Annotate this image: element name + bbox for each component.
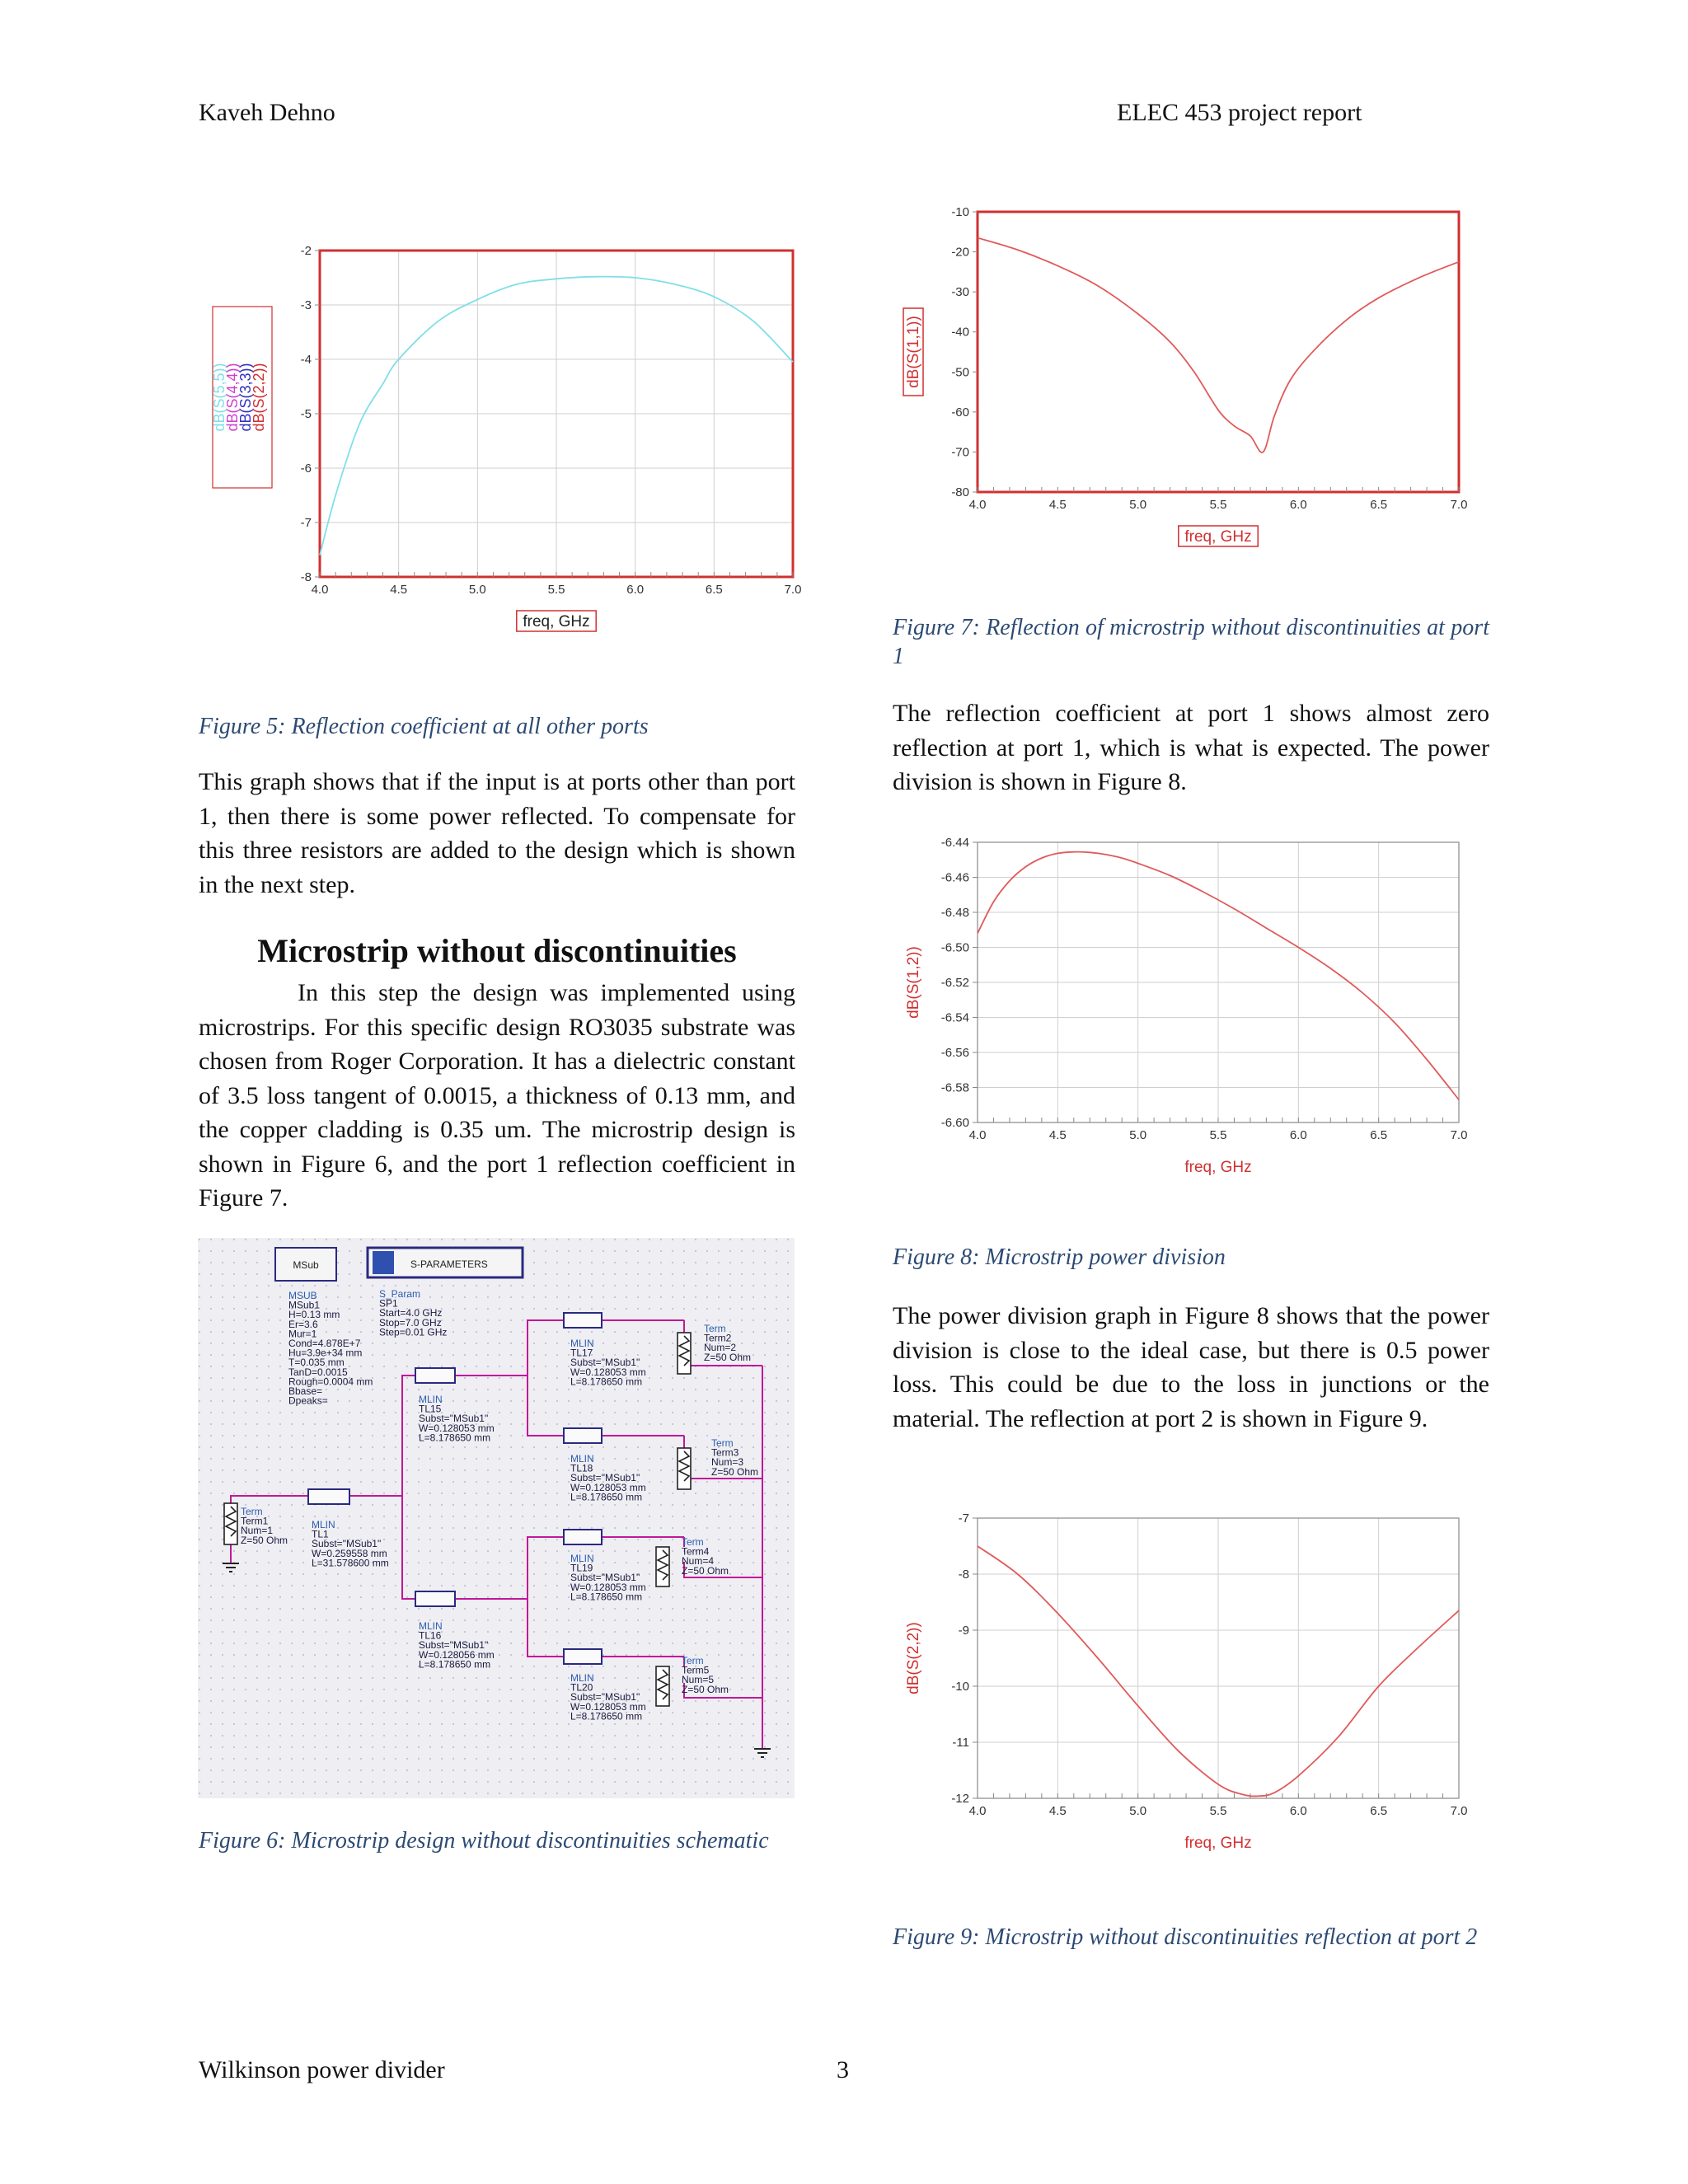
schematic-param-line: W=0.259558 mm [312,1547,387,1559]
running-footer-title: Wilkinson power divider [199,2056,445,2083]
schematic-param-line: W=0.128053 mm [570,1700,646,1713]
schematic-param-line: Term [682,1536,704,1548]
schematic-param-line: Subst="MSub1" [570,1357,640,1369]
schematic-param-line: TL15 [419,1403,442,1415]
schematic-param-line: MLIN [419,1394,443,1405]
schematic-param-line: Subst="MSub1" [570,1691,640,1704]
schematic-param-line: Num=5 [682,1674,715,1686]
schematic-param-line: Term [241,1506,263,1517]
x-tick-label: 6.0 [1289,1804,1307,1818]
schematic-param-line: L=8.178650 mm [570,1376,643,1388]
y-axis-label: dB(S(1,1)) [905,316,922,388]
y-tick-label: -40 [951,325,969,340]
schematic-param-line: Z=50 Ohm [682,1564,729,1577]
figure-8-plot [890,824,1484,1212]
schematic-param-line: Subst="MSub1" [570,1572,640,1584]
x-tick-label: 4.5 [1048,1128,1067,1142]
legend-label: dB(S(4,4)) [224,363,241,432]
schematic-param-line: L=8.178650 mm [570,1491,643,1503]
schematic-param-line: Num=3 [711,1456,744,1469]
x-tick-label: 4.5 [1048,498,1067,512]
schematic-param-line: Cond=4.878E+7 [288,1338,361,1349]
y-tick-label: -60 [951,405,969,419]
schematic-param-line: Start=4.0 GHz [379,1307,443,1319]
schematic-param-line: MLIN [312,1519,335,1530]
schematic-param-line: Z=50 Ohm [711,1465,759,1478]
legend-label: dB(S(3,3)) [237,363,254,432]
schematic-param-line: Term4 [682,1545,710,1558]
schematic-param-line: Num=4 [682,1555,715,1568]
x-tick-label: 7.0 [1450,1128,1468,1142]
y-tick-label: -6.52 [940,976,969,990]
schematic-param-line: TL18 [570,1462,593,1474]
schematic-param-line: W=0.128053 mm [570,1581,646,1593]
schematic-param-line: MLIN [570,1553,594,1564]
y-tick-label: -11 [952,1736,969,1750]
x-tick-label: 7.0 [1450,1804,1468,1818]
x-tick-label: 7.0 [784,583,802,597]
x-tick-label: 6.5 [1370,498,1388,512]
figure-6-caption: Figure 6: Microstrip design without discontinuities schematic [199,1828,769,1854]
schematic-param-line: Rough=0.0004 mm [288,1376,373,1388]
page-number: 3 [837,2056,849,2083]
y-tick-label: -10 [951,1680,969,1694]
y-tick-label: -6.50 [940,940,969,955]
schematic-param-line: L=8.178650 mm [570,1591,643,1603]
y-tick-label: -6.48 [940,906,969,920]
y-tick-label: -6.58 [940,1080,969,1095]
schematic-param-line: MSUB [288,1290,317,1301]
x-tick-label: 5.5 [1209,1128,1227,1142]
schematic-param-line: Z=50 Ohm [241,1534,288,1546]
x-tick-label: 4.5 [390,583,408,597]
x-tick-label: 7.0 [1450,498,1468,512]
schematic-param-line: H=0.13 mm [288,1309,340,1321]
schematic-param-line: W=0.128053 mm [419,1422,495,1434]
schematic-param-line: Step=0.01 GHz [379,1326,448,1338]
figure-9-plot [890,1500,1484,1887]
x-tick-label: 6.0 [1289,1128,1307,1142]
schematic-param-line: Term1 [241,1515,269,1527]
schematic-param-line: Term [704,1323,726,1334]
schematic-param-line: Subst="MSub1" [312,1538,382,1550]
paragraph-fig7-discussion: The reflection coefficient at port 1 shows almost zero reflection at port 1, which is what is expected. The power division is shown in Figure 8. [893,700,1489,795]
paragraph-fig5-discussion: This graph shows that if the input is at ports other than port 1, then there is some power reflected. To compensate for this three resistors are added to the design which is shown in the next step. [199,768,795,898]
plot-frame [978,212,1459,492]
section-heading: Microstrip without discontinuities [257,932,737,969]
schematic-param-line: Er=3.6 [288,1318,318,1330]
schematic-param-line: TL20 [570,1681,593,1694]
x-tick-label: 5.5 [1209,1804,1227,1818]
schematic-param-line: Hu=3.9e+34 mm [288,1347,363,1359]
y-tick-label: -6.44 [940,836,969,850]
x-tick-label: 5.0 [1129,1804,1147,1818]
schematic-param-line: Stop=7.0 GHz [379,1316,442,1329]
schematic-param-line: Term5 [682,1664,710,1676]
y-tick-label: -10 [951,205,969,219]
y-tick-label: -6.54 [940,1010,969,1025]
x-tick-label: 6.5 [705,583,723,597]
schematic-param-line: TL19 [570,1562,593,1574]
x-tick-label: 6.0 [626,583,645,597]
x-tick-label: 4.0 [311,583,329,597]
x-tick-label: 5.0 [468,583,486,597]
y-tick-label: -6 [300,462,312,476]
y-tick-label: -8 [300,570,312,584]
schematic-param-line: Bbase= [288,1385,323,1397]
running-header-title: ELEC 453 project report [1117,99,1362,126]
y-axis-label: dB(S(2,2)) [905,1622,922,1694]
x-tick-label: 6.5 [1370,1128,1388,1142]
paragraph-fig8-discussion: The power division graph in Figure 8 shows that the power division is close to the ideal case, but there is 0.5 power loss. This could be due to the loss in junctions or the material. The reflection at port 2 is shown in Figure 9. [893,1302,1489,1432]
x-tick-label: 5.5 [547,583,565,597]
schematic-param-line: Dpeaks= [288,1394,328,1407]
y-tick-label: -50 [951,365,969,380]
y-tick-label: -2 [300,244,312,258]
y-tick-label: -30 [951,285,969,300]
x-axis-label: freq, GHz [1184,1835,1252,1852]
figure-8-caption: Figure 8: Microstrip power division [893,1244,1226,1270]
schematic-param-line: TL16 [419,1629,442,1642]
schematic-param-line: W=0.128056 mm [419,1648,495,1661]
y-axis-label: dB(S(1,2)) [905,946,922,1019]
sparam-icon [373,1251,394,1274]
x-tick-label: 4.0 [968,1128,987,1142]
paragraph-microstrip-intro: In this step the design was implemented using microstrips. For this specific design RO3035 substrate was chosen from Roger Corporation. It has a dielectric constant of 3.5 loss tangent of 0.0015, a thickness of 0.13 mm, and the copper cladding is 0.35 um. The microstrip design is shown in Figure 6, and the port 1 reflection coefficient in Figure 7. [199,979,795,1212]
x-axis-label: freq, GHz [1184,1159,1252,1176]
x-axis-label: freq, GHz [523,613,590,630]
schematic-param-line: TanD=0.0015 [288,1366,348,1378]
schematic-param-line: W=0.128053 mm [570,1366,646,1378]
x-tick-label: 6.0 [1289,498,1307,512]
y-tick-label: -6.46 [940,870,969,885]
y-tick-label: -70 [951,445,969,460]
running-header-author: Kaveh Dehno [199,99,335,126]
y-tick-label: -6.60 [940,1116,969,1130]
schematic-param-line: Z=50 Ohm [704,1351,752,1363]
sparam-box-label: S-PARAMETERS [410,1258,488,1270]
schematic-param-line: MLIN [570,1338,594,1349]
y-tick-label: -20 [951,245,969,260]
figure-6-schematic [198,1238,795,1798]
figure-5-plot [198,214,808,684]
x-tick-label: 5.5 [1209,498,1227,512]
y-tick-label: -5 [300,407,312,421]
schematic-param-line: L=31.578600 mm [312,1557,389,1569]
legend-label: dB(S(2,2)) [251,363,267,432]
schematic-param-line: Term2 [704,1332,732,1344]
data-series-line [978,238,1459,452]
schematic-param-line: L=8.178650 mm [419,1658,491,1671]
schematic-param-line: Subst="MSub1" [419,1413,489,1425]
schematic-param-line: SP1 [379,1297,398,1310]
schematic-param-line: MLIN [419,1620,443,1632]
y-tick-label: -4 [300,353,312,367]
figure-7-plot [890,194,1484,581]
figure-5-caption: Figure 5: Reflection coefficient at all other ports [199,714,649,739]
x-tick-label: 4.0 [968,1804,987,1818]
x-tick-label: 6.5 [1370,1804,1388,1818]
schematic-param-line: MLIN [570,1672,594,1684]
schematic-param-line: Subst="MSub1" [419,1639,489,1652]
schematic-param-line: L=8.178650 mm [419,1432,491,1444]
schematic-param-line: L=8.178650 mm [570,1710,643,1722]
x-tick-label: 4.0 [968,498,987,512]
x-axis-label: freq, GHz [1184,528,1252,546]
schematic-param-line: Term3 [711,1446,739,1459]
schematic-param-line: Mur=1 [288,1328,317,1340]
schematic-param-line: MLIN [570,1453,594,1465]
schematic-param-line: TL17 [570,1347,593,1359]
schematic-param-line: Num=1 [241,1525,274,1537]
x-tick-label: 5.0 [1129,498,1147,512]
figure-9-caption: Figure 9: Microstrip without discontinuities reflection at port 2 [893,1924,1478,1950]
y-tick-label: -12 [951,1792,969,1806]
schematic-param-line: MSub1 [288,1299,321,1311]
msub-box-label: MSub [293,1259,319,1271]
schematic-param-line: Term [682,1655,704,1666]
y-tick-label: -6.56 [940,1046,969,1060]
y-tick-label: -3 [300,298,312,312]
schematic-param-line: S_Param [379,1288,421,1300]
schematic-param-line: T=0.035 mm [288,1357,345,1369]
schematic-param-line: W=0.128053 mm [570,1481,646,1493]
figure-7-caption: Figure 7: Reflection of microstrip without discontinuities at port 1 [893,615,1489,669]
schematic-param-line: Term [711,1437,734,1449]
x-tick-label: 5.0 [1129,1128,1147,1142]
y-tick-label: -7 [300,516,312,530]
y-tick-label: -80 [951,485,969,499]
schematic-param-line: Num=2 [704,1342,737,1354]
y-tick-label: -9 [958,1624,969,1638]
y-tick-label: -7 [958,1511,969,1526]
schematic-param-line: TL1 [312,1528,329,1540]
schematic-param-line: Z=50 Ohm [682,1683,729,1695]
schematic-param-line: Subst="MSub1" [570,1472,640,1484]
y-tick-label: -8 [958,1568,969,1582]
legend-label: dB(S(5,5)) [211,363,227,432]
x-tick-label: 4.5 [1048,1804,1067,1818]
